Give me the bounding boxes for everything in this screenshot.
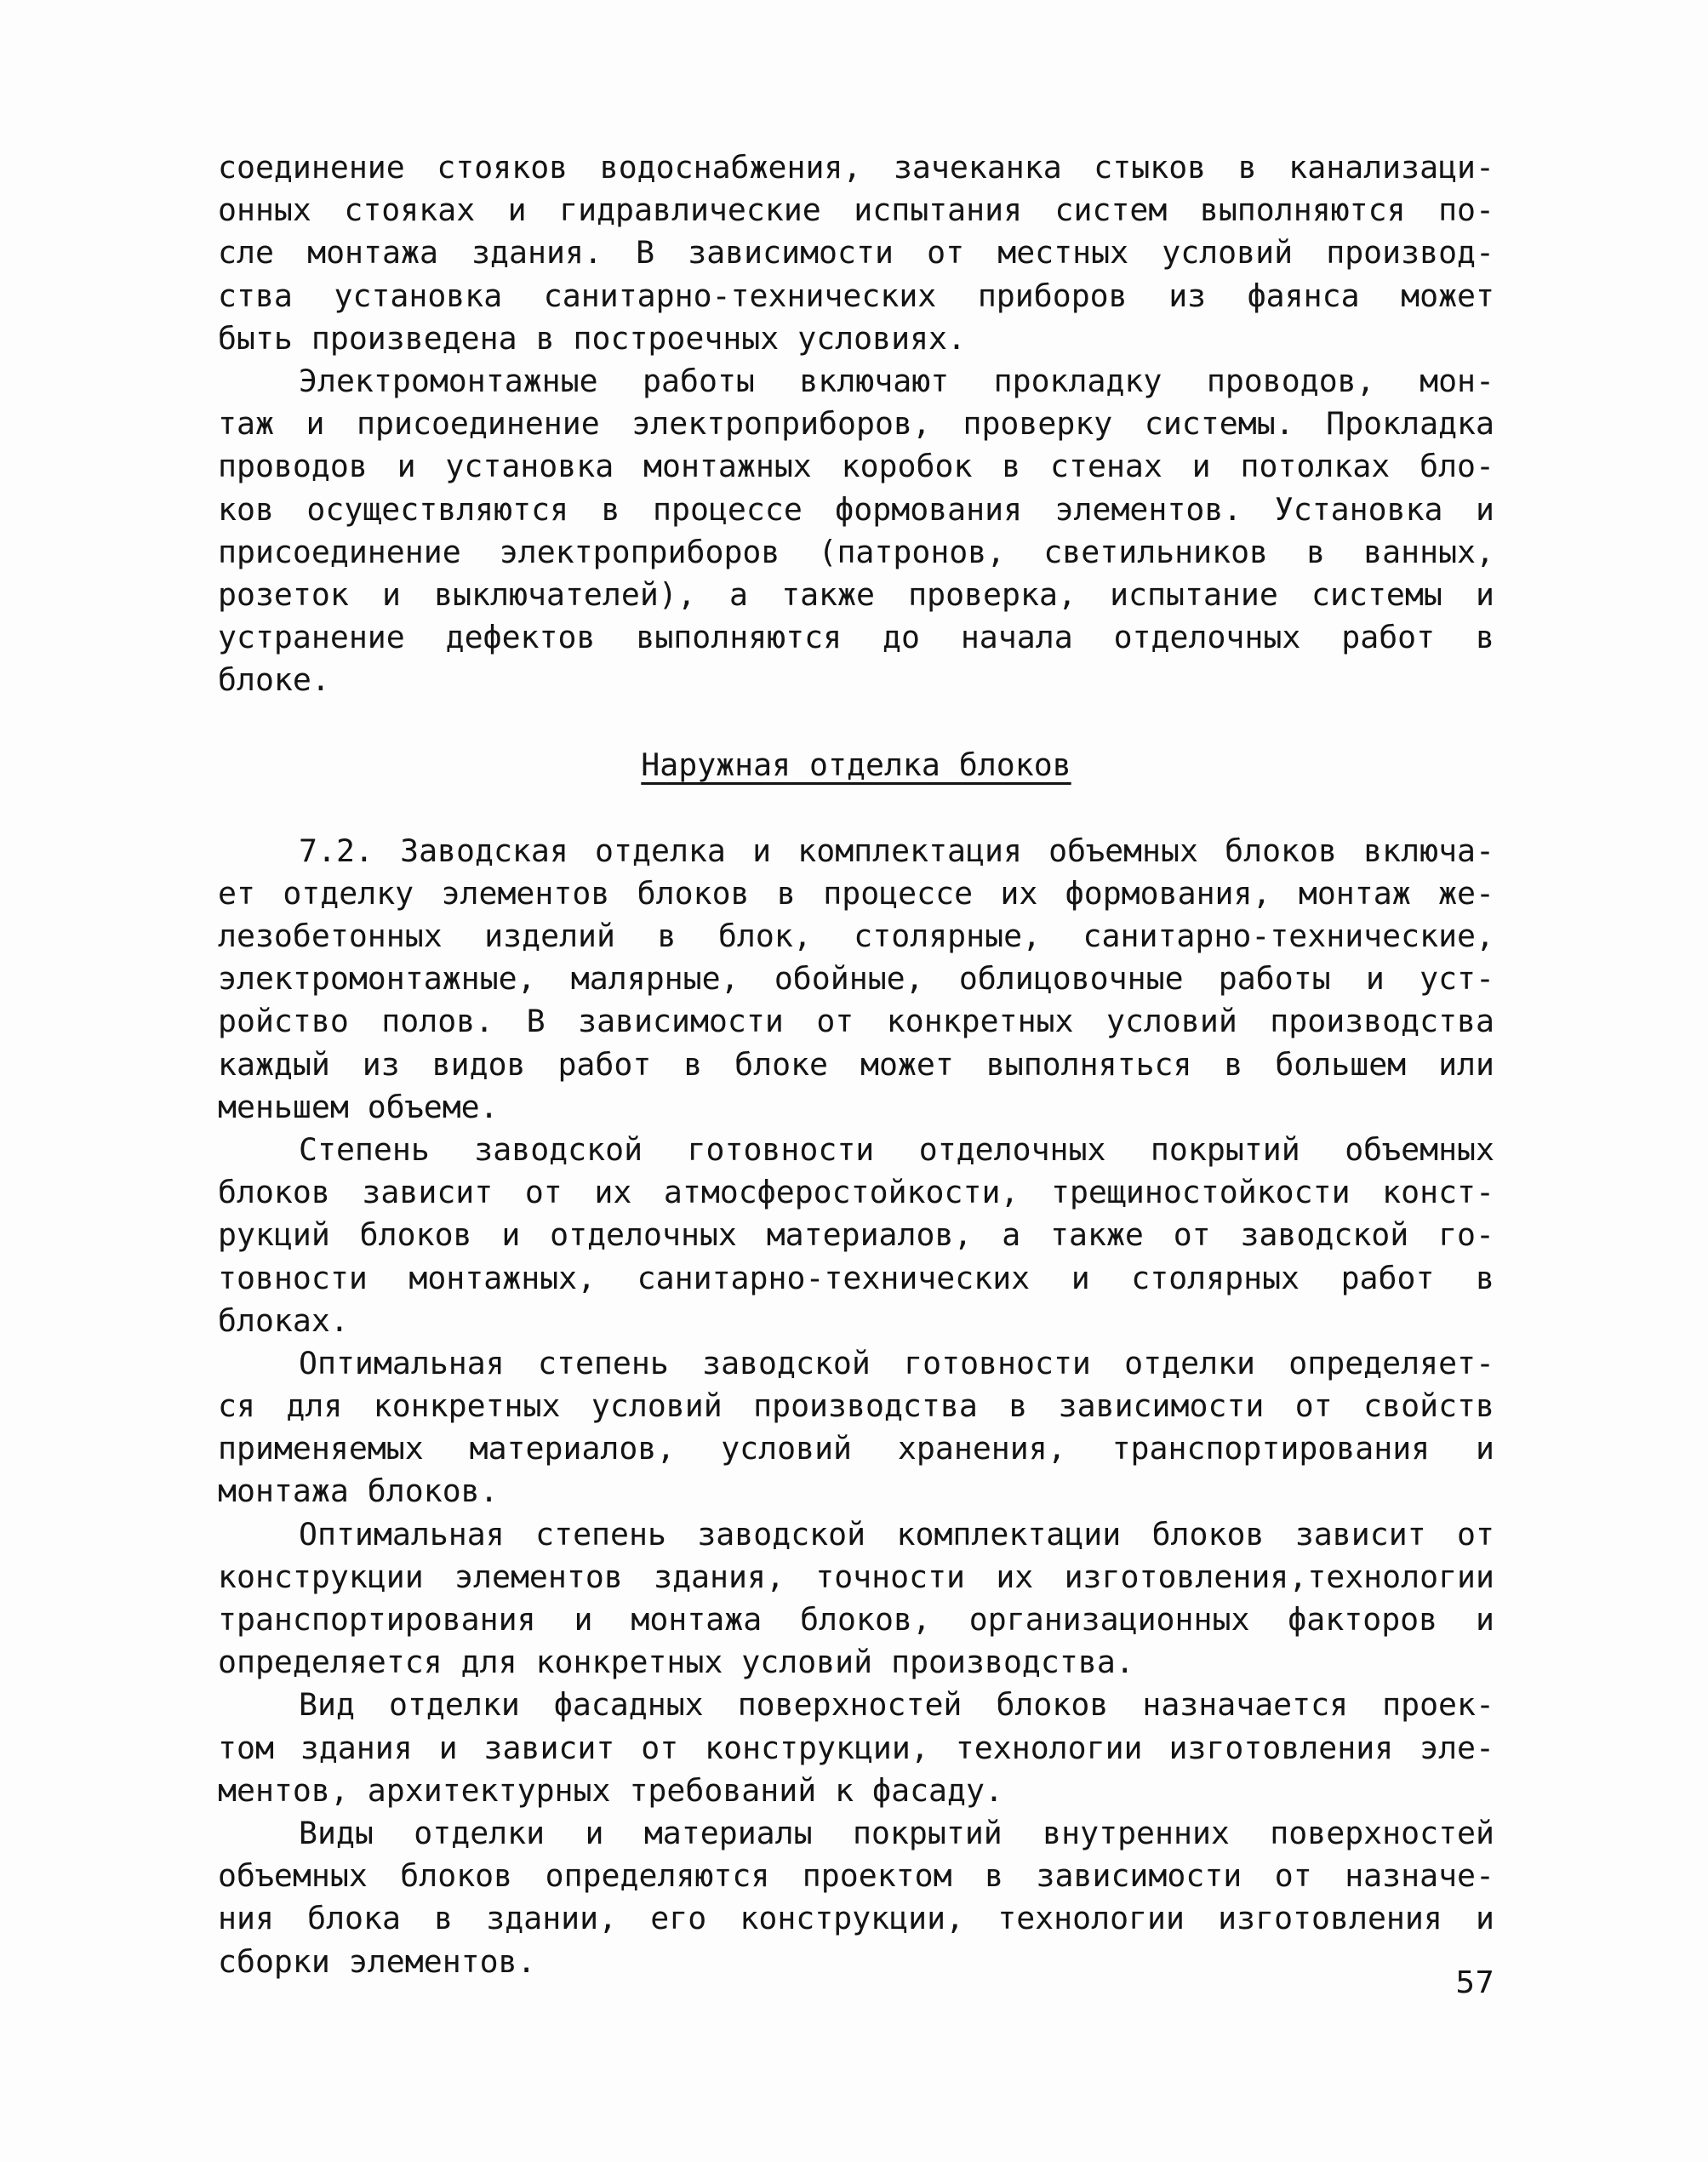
text-line: розеток и выключателей), а также проверка, испытание системы и bbox=[218, 575, 1494, 613]
page-number: 57 bbox=[1455, 1965, 1494, 2000]
text-line: товности монтажных, санитарно-технических и столярных работ в bbox=[218, 1259, 1494, 1296]
text-line: Электромонтажные работы включают прокладку проводов, мон- bbox=[299, 362, 1494, 399]
text-line: присоединение электроприборов (патронов, светильников в ванных, bbox=[218, 533, 1494, 570]
text-line: Оптимальная степень заводской готовности отделки определяет- bbox=[299, 1344, 1494, 1381]
text-line: Вид отделки фасадных поверхностей блоков назначается проек- bbox=[299, 1686, 1494, 1724]
text-line: сле монтажа здания. В зависимости от местных условий производ- bbox=[218, 234, 1494, 272]
text-line: меньшем объеме. bbox=[218, 1088, 499, 1125]
document-body bbox=[218, 146, 1494, 1983]
text-line: блоков зависит от их атмосферостойкости, трещиностойкости конст- bbox=[218, 1174, 1494, 1211]
paragraph-plumbing-continuation bbox=[218, 146, 1494, 360]
text-line: устранение дефектов выполняются до начала отделочных работ в bbox=[218, 619, 1494, 656]
paragraph-facade-finishing bbox=[218, 1684, 1494, 1812]
text-line: быть произведена в построечных условиях. bbox=[218, 319, 966, 357]
text-line: Оптимальная степень заводской комплектации блоков зависит от bbox=[299, 1515, 1494, 1553]
text-line: 7.2. Заводская отделка и комплектация объемных блоков включа- bbox=[299, 832, 1494, 869]
text-line: транспортирования и монтажа блоков, организационных факторов и bbox=[218, 1601, 1494, 1638]
text-line: ков осуществляются в процессе формования элементов. Установка и bbox=[218, 490, 1494, 528]
text-line: электромонтажные, малярные, обойные, облицовочные работы и уст- bbox=[218, 960, 1494, 998]
text-line: онных стояках и гидравлические испытания систем выполняются по- bbox=[218, 192, 1494, 229]
text-line: ройство полов. В зависимости от конкретных условий производства bbox=[218, 1003, 1494, 1040]
text-line: соединение стояков водоснабжения, зачеканка стыков в канализаци- bbox=[218, 149, 1494, 186]
text-line: блоке. bbox=[218, 661, 330, 699]
paragraph-7-2 bbox=[218, 830, 1494, 1129]
paragraph-optimal-completeness bbox=[218, 1513, 1494, 1684]
text-line: блоках. bbox=[218, 1301, 349, 1339]
paragraph-readiness-degree bbox=[218, 1129, 1494, 1342]
text-line: лезобетонных изделий в блок, столярные, санитарно-технические, bbox=[218, 918, 1494, 954]
text-line: конструкции элементов здания, точности их изготовления,технологии bbox=[218, 1558, 1494, 1595]
section-heading bbox=[218, 744, 1494, 786]
text-line: применяемых материалов, условий хранения, транспортирования и bbox=[218, 1430, 1494, 1467]
text-line: проводов и установка монтажных коробок в стенах и потолках бло- bbox=[218, 448, 1494, 485]
paragraph-optimal-finishing bbox=[218, 1342, 1494, 1513]
paragraph-interior-finishing bbox=[218, 1812, 1494, 1983]
section-heading-text: Наружная отделка блоков bbox=[641, 746, 1071, 784]
text-line: объемных блоков определяются проектом в зависимости от назначе- bbox=[218, 1857, 1494, 1895]
text-line: таж и присоединение электроприборов, проверку системы. Прокладка bbox=[218, 405, 1494, 443]
text-line: каждый из видов работ в блоке может выполняться в большем или bbox=[218, 1045, 1494, 1083]
text-line: Виды отделки и материалы покрытий внутренних поверхностей bbox=[299, 1814, 1494, 1851]
text-line: ся для конкретных условий производства в зависимости от свойств bbox=[218, 1387, 1494, 1425]
paragraph-electrical-works bbox=[218, 360, 1494, 702]
text-line: ния блока в здании, его конструкции, технологии изготовления и bbox=[218, 1900, 1494, 1937]
text-line: сборки элементов. bbox=[218, 1942, 536, 1980]
text-line: ментов, архитектурных требований к фасаду. bbox=[218, 1771, 1003, 1809]
text-line: том здания и зависит от конструкции, технологии изготовления эле- bbox=[218, 1729, 1494, 1766]
text-line: рукций блоков и отделочных материалов, а также от заводской го- bbox=[218, 1216, 1494, 1254]
text-line: ства установка санитарно-технических приборов из фаянса может bbox=[218, 277, 1494, 314]
text-line: Степень заводской готовности отделочных покрытий объемных bbox=[299, 1130, 1494, 1168]
text-line: ет отделку элементов блоков в процессе их формования, монтаж же- bbox=[218, 874, 1494, 912]
text-line: определяется для конкретных условий производства. bbox=[218, 1644, 1134, 1681]
text-line: монтажа блоков. bbox=[218, 1473, 499, 1510]
